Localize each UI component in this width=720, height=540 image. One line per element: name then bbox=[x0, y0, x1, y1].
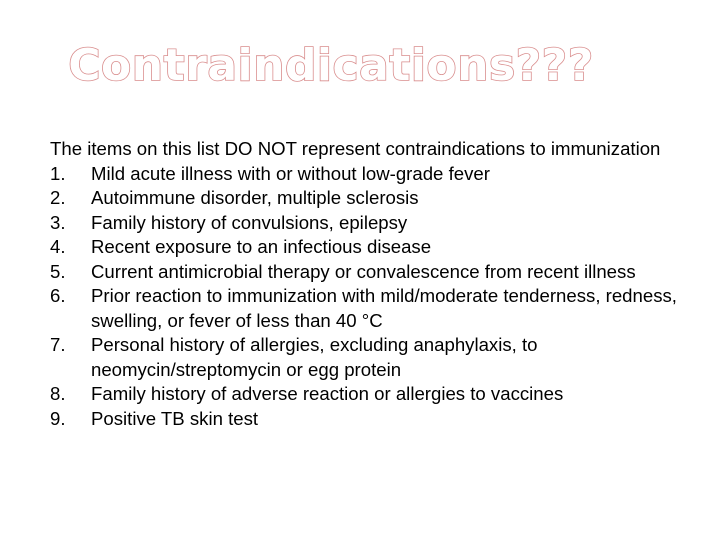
list-item-text: Family history of adverse reaction or allergies to vaccines bbox=[91, 383, 564, 404]
list-item-number: 8. bbox=[50, 383, 66, 404]
list-item-number: 4. bbox=[50, 236, 66, 257]
list-item-text: Recent exposure to an infectious disease bbox=[91, 236, 432, 257]
list-item bbox=[50, 260, 690, 285]
slide-body bbox=[50, 137, 690, 431]
slide-title: Contraindications??? bbox=[68, 40, 594, 91]
list-item bbox=[50, 211, 690, 236]
list-item-number: 2. bbox=[50, 187, 66, 208]
list-item-number: 1. bbox=[50, 162, 66, 184]
list-item-text: Family history of convulsions, epilepsy bbox=[91, 211, 408, 233]
contraindication-list bbox=[50, 162, 690, 432]
list-item-text: Autoimmune disorder, multiple sclerosis bbox=[91, 187, 419, 208]
list-item bbox=[50, 382, 690, 407]
list-item-text: Positive TB skin test bbox=[91, 407, 259, 429]
list-item bbox=[50, 235, 690, 260]
list-item bbox=[50, 284, 690, 333]
list-item bbox=[50, 333, 690, 382]
list-item-number: 9. bbox=[50, 407, 66, 429]
list-item bbox=[50, 407, 690, 432]
list-item bbox=[50, 186, 690, 211]
list-item-number: 7. bbox=[50, 334, 66, 355]
list-item-text: Personal history of allergies, excluding anaphylaxis, to neomycin/streptomycin or egg protein bbox=[91, 334, 538, 380]
list-item bbox=[50, 162, 690, 187]
list-item-text: Mild acute illness with or without low-grade fever bbox=[91, 162, 490, 184]
intro-text: The items on this list DO NOT represent contraindications to immunization bbox=[50, 138, 661, 159]
list-item-text: Prior reaction to immunization with mild/moderate tenderness, redness, swelling, or fever of less than 40 °C bbox=[91, 285, 677, 331]
list-item-number: 3. bbox=[50, 211, 66, 233]
list-item-text: Current antimicrobial therapy or convalescence from recent illness bbox=[91, 260, 636, 282]
list-item-number: 6. bbox=[50, 285, 66, 306]
list-item-number: 5. bbox=[50, 260, 66, 282]
